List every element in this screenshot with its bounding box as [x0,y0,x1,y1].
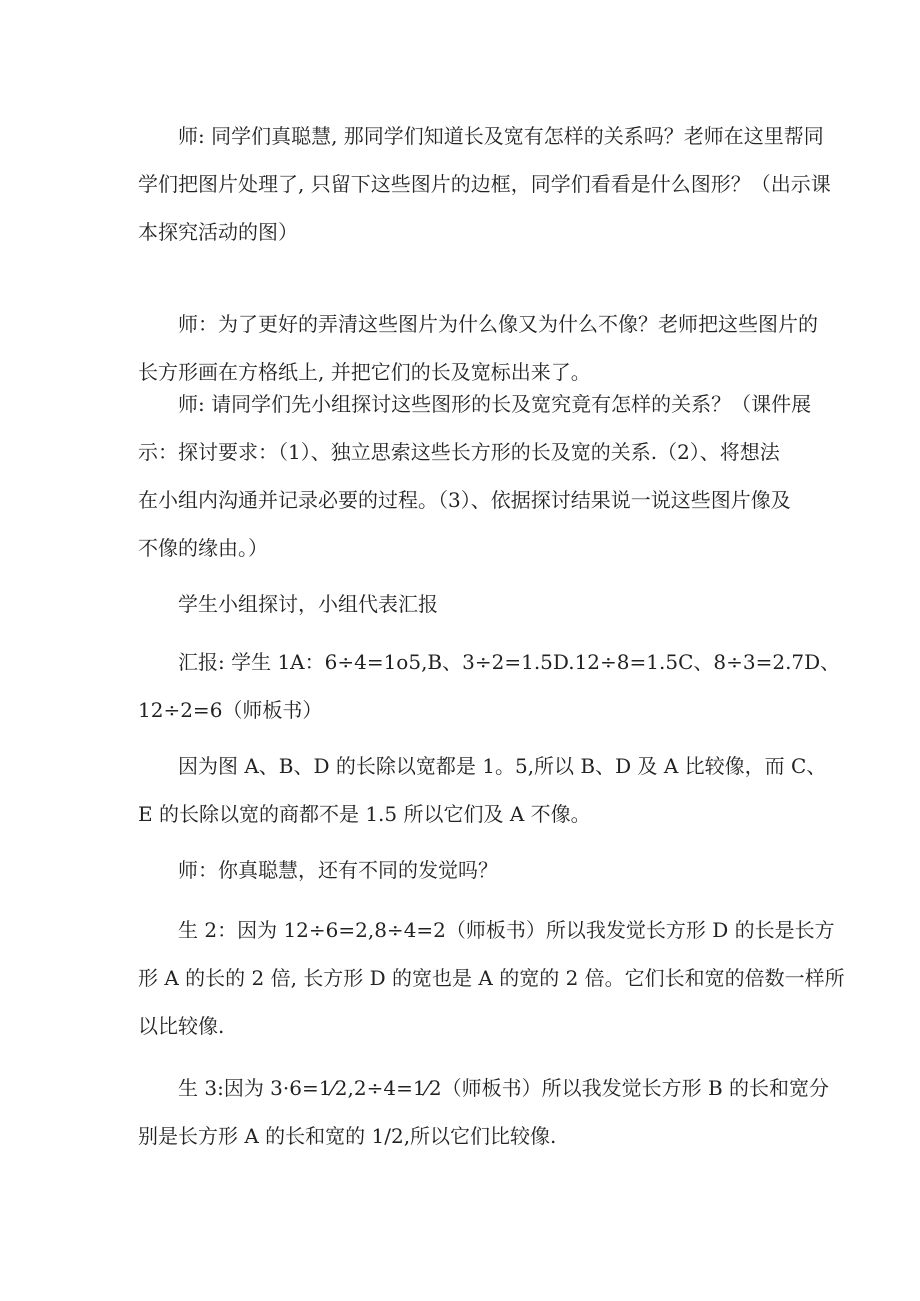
paragraph-ratio-explanation [138,742,827,838]
text-line: 学们把图片处理了, 只留下这些图片的边框，同学们看看是什么图形？（出示课 [138,172,831,196]
text-line: 师: 请同学们先小组探讨这些图形的长及宽究竟有怎样的关系？（课件展 [178,392,812,416]
text-line: E 的长除以宽的商都不是 1.5 所以它们及 A 不像。 [138,802,591,826]
text-line: 形 A 的长的 2 倍, 长方形 D 的宽也是 A 的宽的 2 倍。它们长和宽的倍数一样所 [138,966,845,990]
text-line: 别是长方形 A 的长和宽的 1/2,所以它们比较像. [138,1124,557,1148]
text-line: 生 2：因为 12÷6=2,8÷4=2（师板书）所以我发觉长方形 D 的长是长方 [178,918,835,942]
text-line: 不像的缘由。） [138,536,268,560]
paragraph-student-2 [138,906,845,1050]
text-line: 汇报: 学生 1A：6÷4=1o5,B、3÷2=1.5D.12÷8=1.5C、8÷3=2.7D、 [178,650,841,674]
text-line: 学生小组探讨，小组代表汇报 [178,592,438,616]
text-line: 以比较像. [138,1014,225,1038]
text-line: 12÷2=6（师板书） [138,698,323,722]
paragraph-student-3 [138,1064,830,1160]
paragraph-teacher-other-findings [138,846,788,894]
text-line: 师：你真聪慧，还有不同的发觉吗？ [178,858,498,882]
text-line: 本探究活动的图） [138,220,298,244]
text-line: 长方形画在方格纸上, 并把它们的长及宽标出来了。 [138,360,591,384]
paragraph-student-report [138,638,841,734]
text-line: 在小组内沟通并记录必要的过程。（3）、依据探讨结果说一说这些图片像及 [138,488,791,512]
paragraph-group-discussion [138,580,788,628]
text-line: 师: 同学们真聪慧, 那同学们知道长及宽有怎样的关系吗？老师在这里帮同 [178,124,824,148]
text-line: 师：为了更好的弄清这些图片为什么像又为什么不像？老师把这些图片的 [178,312,818,336]
text-line: 生 3:因为 3·6=1⁄2,2÷4=1⁄2（师板书）所以我发觉长方形 B 的长和宽分 [178,1076,830,1100]
text-line: 因为图 A、B、D 的长除以宽都是 1。5,所以 B、D 及 A 比较像，而 C、 [178,754,827,778]
paragraph-teacher-relationship-question [138,112,831,256]
text-line: 示：探讨要求：（1）、独立思索这些长方形的长及宽的关系.（2）、将想法 [138,440,780,464]
paragraph-teacher-discussion-requirements [138,380,812,572]
